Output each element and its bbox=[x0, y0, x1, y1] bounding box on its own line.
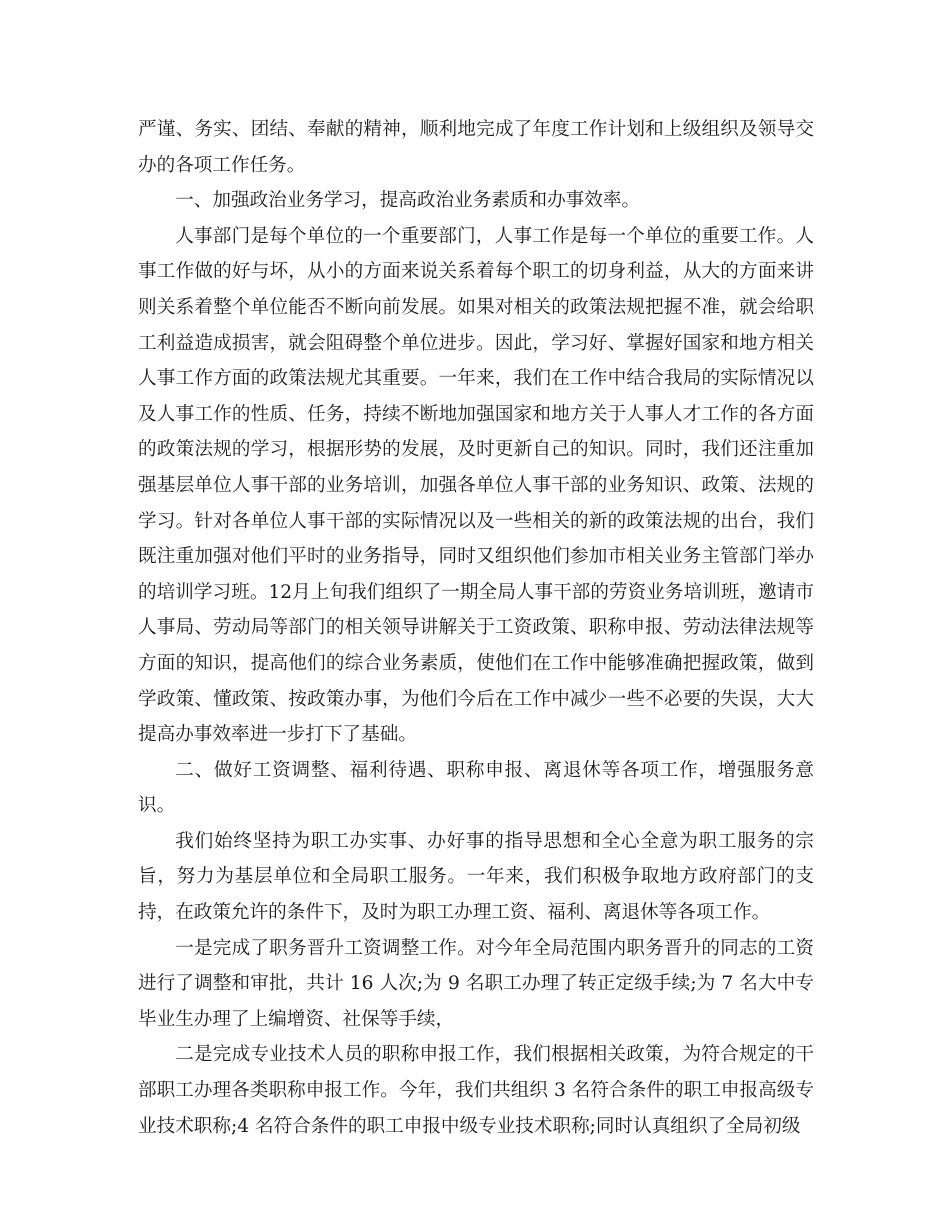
paragraph-salary-adjustment: 一是完成了职务晋升工资调整工作。对今年全局范围内职务晋升的同志的工资进行了调整和审批，共计 16 人次;为 9 名职工办理了转正定级手续;为 7 名大中专毕业生办理了上编增资、社保等手续， bbox=[138, 937, 814, 1030]
paragraph-continuation: 严谨、务实、团结、奉献的精神，顺利地完成了年度工作计划和上级组织及领导交办的各项工作任务。 bbox=[138, 119, 814, 176]
document-body bbox=[138, 112, 814, 1144]
section-heading-2: 二、做好工资调整、福利待遇、职称申报、离退休等各项工作，增强服务意识。 bbox=[138, 759, 814, 817]
section-heading-1: 一、加强政治业务学习，提高政治业务素质和办事效率。 bbox=[175, 190, 641, 212]
paragraph-personnel-study: 人事部门是每个单位的一个重要部门，人事工作是每一个单位的重要工作。人事工作做的好与坏，从小的方面来说关系着每个职工的切身利益，从大的方面来讲则关系着整个单位能否不断向前发展。如果对相关的政策法规把握不准，就会给职工利益造成损害，就会阻碍整个单位进步。因此，学习好、掌握好国家和地方相关人事工作方面的政策法规尤其重要。一年来，我们在工作中结合我局的实际情况以及人事工作的性质、任务，持续不断地加强国家和地方关于人事人才工作的各方面的政策法规的学习，根据形势的发展，及时更新自己的知识。同时，我们还注重加强基层单位人事干部的业务培训，加强各单位人事干部的业务知识、政策、法规的学习。针对各单位人事干部的实际情况以及一些相关的新的政策法规的出台，我们既注重加强对他们平时的业务指导，同时又组织他们参加市相关业务主管部门举办的培训学习班。12月上旬我们组织了一期全局人事干部的劳资业务培训班，邀请市人事局、劳动局等部门的相关领导讲解关于工资政策、职称申报、劳动法律法规等方面的知识，提高他们的综合业务素质，使他们在工作中能够准确把握政策，做到学政策、懂政策、按政策办事，为他们今后在工作中减少一些不必要的失误，大大提高办事效率进一步打下了基础。 bbox=[138, 225, 814, 746]
paragraph-title-application: 二是完成专业技术人员的职称申报工作，我们根据相关政策，为符合规定的干部职工办理各类职称申报工作。今年，我们共组织 3 名符合条件的职工申报高级专业技术职称;4 名符合条件的职工申报中级专业技术职称;同时认真组织了全局初级 bbox=[138, 1044, 814, 1137]
paragraph-service-principle: 我们始终坚持为职工办实事、办好事的指导思想和全心全意为职工服务的宗旨，努力为基层单位和全局职工服务。一年来，我们积极争取地方政府部门的支持，在政策允许的条件下，及时为职工办理工资、福利、离退休等各项工作。 bbox=[138, 830, 814, 924]
